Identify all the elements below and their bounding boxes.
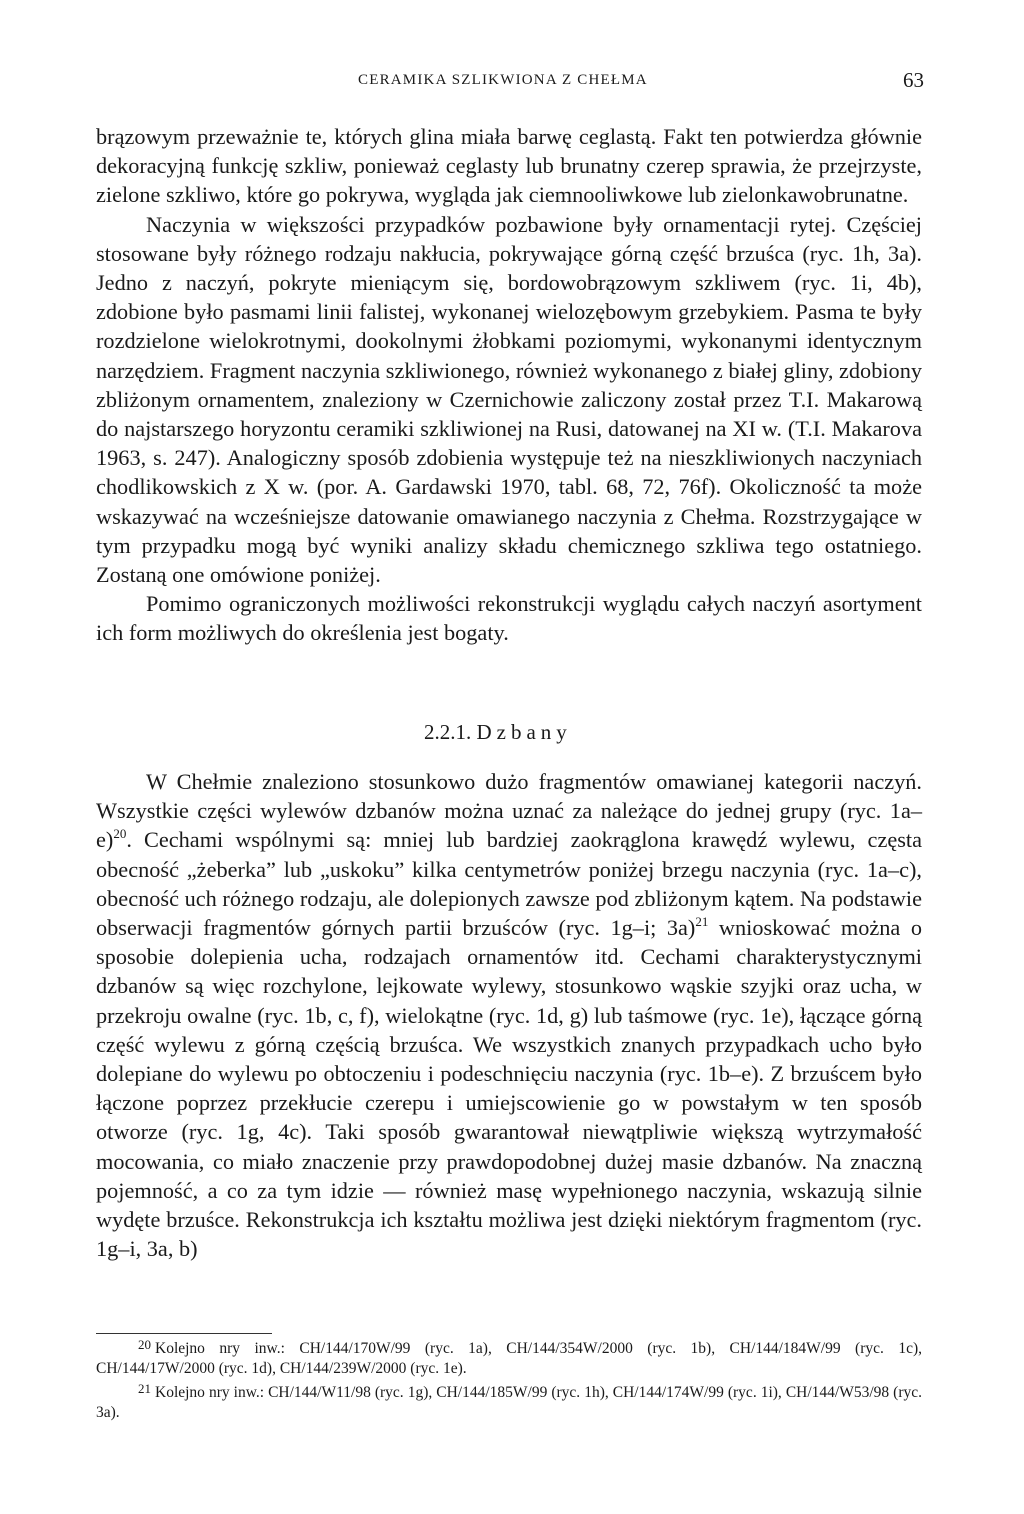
section-heading xyxy=(424,720,572,745)
running-title: CERAMIKA SZLIKWIONA Z CHEŁMA xyxy=(358,72,648,88)
footnote-divider xyxy=(96,1333,272,1334)
footnote-text: Kolejno nry inw.: CH/144/170W/99 (ryc. 1a), CH/144/354W/2000 (ryc. 1b), CH/144/184W/99 (ryc. 1c), CH/144/17W/2000 (ryc. 1d), CH/144/239W/2000 (ryc. 1e). xyxy=(96,1340,922,1377)
paragraph: brązowym przeważnie te, których glina miała barwę ceglastą. Fakt ten potwierdza głównie dekoracyjną funkcję szkliw, ponieważ ceglasty lub brunatny czerep sprawia, że przejrzyste, zielone szkliwo, które go pokrywa, wygląda jak ciemnooliwkowe lub zielonkawobrunatne. xyxy=(96,124,922,208)
section-body-text xyxy=(96,767,922,1263)
page-header xyxy=(96,68,924,100)
paragraph-text: wnioskować można o sposobie dolepienia ucha, rodzajach ornamentów itd. Cechami charakterystycznymi dzbanów są więc rozchylone, lejkowate wylewy, stosunkowo wąskie szyjki oraz ucha, w przekroju owalne (ryc. 1b, c, f), wielokątne (ryc. 1d, g) lub taśmowe (ryc. 1e), łączące górną część wylewu z górną częścią brzuśca. We wszystkich znanych przypadkach ucho było dolepiane do wylewu po obtoczeniu i podeschnięciu naczynia (ryc. 1b–e). Z brzuścem było łączone poprzez przekłucie czerepu i umiejscowienie go w powstałym w ten sposób otworze (ryc. 1g, 4c). Taki sposób gwarantował niewątpliwie większą wytrzymałość mocowania, co miało znaczenie przy prawdopodobnej dużej masie dzbanów. Na znaczną pojemność, a co za tym idzie — również masę wypełnionego naczynia, wskazują silnie wydęte brzuśce. Rekonstrukcja ich kształtu możliwa jest dzięki niektórym fragmentom (ryc. 1g–i, 3a, b) xyxy=(96,915,922,1262)
section-title: Dzbany xyxy=(476,720,572,744)
footnote-ref[interactable]: 21 xyxy=(695,913,709,929)
body-text-top xyxy=(96,122,922,648)
footnote xyxy=(96,1383,922,1423)
paragraph: Naczynia w większości przypadków pozbawione były ornamentacji rytej. Częściej stosowane były różnego rodzaju nakłucia, pokrywające górną część brzuśca (ryc. 1h, 3a). Jedno z naczyń, pokryte mieniącym się, bordowobrązowym szkliwem (ryc. 1i, 4b), zdobione było pasmami linii falistej, wykonanej wielozębowym grzebykiem. Pasma te były rozdzielone wielokrotnymi, dookolnymi żłobkami poziomymi, wykonanymi identycznym narzędziem. Fragment naczynia szkliwionego, również wykonanego z białej gliny, zdobiony zbliżonym ornamentem, znaleziony w Czernichowie zaliczony został przez T.I. Makarową do najstarszego horyzontu ceramiki szkliwionej na Rusi, datowanej na XI w. (T.I. Makarova 1963, s. 247). Analogiczny sposób zdobienia występuje też na nieszkliwionych naczyniach chodlikowskich z X w. (por. A. Gardawski 1970, tabl. 68, 72, 76f). Okoliczność ta może wskazywać na wcześniejsze datowanie omawianego naczynia z Chełma. Rozstrzygające w tym przypadku mogą być wyniki analizy składu chemicznego szkliwa tego ostatniego. Zostaną one omówione poniżej. xyxy=(96,211,922,588)
footnotes xyxy=(96,1339,922,1427)
footnote xyxy=(96,1339,922,1379)
footnote-number: 20 xyxy=(138,1337,151,1352)
page-number: 63 xyxy=(903,68,924,92)
paragraph: Pomimo ograniczonych możliwości rekonstrukcji wyglądu całych naczyń asortyment ich form możliwych do określenia jest bogaty. xyxy=(96,591,922,646)
section-number: 2.2.1. xyxy=(424,720,472,744)
paragraph-text: W Chełmie znaleziono stosunkowo dużo fragmentów omawianej kategorii naczyń. Wszystkie części wylewów dzbanów można uznać za należące do jednej grupy (ryc. 1a–e) xyxy=(96,769,922,853)
paragraph xyxy=(96,767,922,1263)
footnote-text: Kolejno nry inw.: CH/144/W11/98 (ryc. 1g), CH/144/185W/99 (ryc. 1h), CH/144/174W/99 (ryc. 1i), CH/144/W53/98 (ryc. 3a). xyxy=(96,1384,922,1421)
footnote-number: 21 xyxy=(138,1381,151,1396)
paragraph-text: . Cechami wspólnymi są: mniej lub bardziej zaokrąglona krawędź wylewu, częsta obecność „żeberka” lub „uskoku” kilka centymetrów poniżej brzegu naczynia (ryc. 1a–c), obecność uch różnego rodzaju, ale dolepionych zawsze pod zbliżonym kątem. Na podstawie obserwacji fragmentów górnych partii brzuśców (ryc. 1g–i; 3a) xyxy=(96,827,922,941)
footnote-ref[interactable]: 20 xyxy=(113,825,127,841)
